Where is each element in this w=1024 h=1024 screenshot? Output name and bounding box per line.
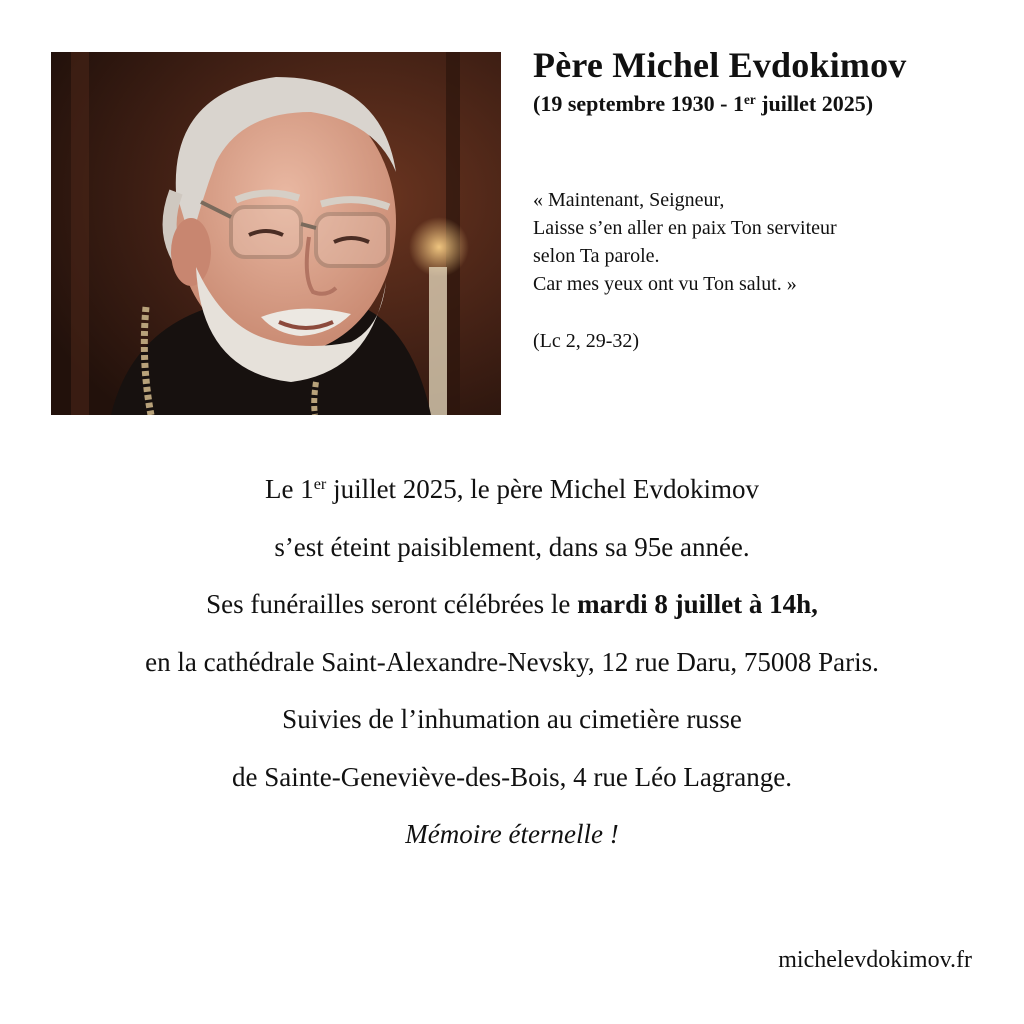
line1-superscript: er — [313, 475, 327, 494]
quote-line: Car mes yeux ont vu Ton salut. » — [533, 273, 797, 295]
announcement-line-2: s’est éteint paisiblement, dans sa 95e année. — [274, 531, 750, 562]
quote-line: « Maintenant, Seigneur, — [533, 189, 725, 211]
announcement-line-4: en la cathédrale Saint-Alexandre-Nevsky, 12 rue Daru, 75008 Paris. — [145, 646, 879, 677]
line3-start: Ses funérailles seront célébrées le — [206, 589, 578, 619]
line1-end: juillet 2025, le père Michel Evdokimov — [326, 474, 759, 504]
dates-superscript: er — [744, 91, 756, 107]
announcement-line-1 — [0, 466, 1024, 524]
announcement-line-3 — [0, 581, 1024, 639]
scripture-quote — [533, 186, 973, 298]
website-link[interactable]: michelevdokimov.fr — [778, 947, 972, 973]
quote-line: selon Ta parole. — [533, 245, 660, 267]
closing-phrase: Mémoire éternelle ! — [405, 819, 619, 849]
life-dates — [533, 91, 873, 117]
dates-start: (19 septembre 1930 - 1 — [533, 91, 744, 116]
announcement-line-5: Suivies de l’inhumation au cimetière russe — [282, 704, 742, 734]
announcement-line-7 — [0, 811, 1024, 869]
quote-line: Laisse s’en aller en paix Ton serviteur — [533, 217, 837, 239]
portrait-photo — [51, 52, 501, 415]
funeral-date: mardi 8 juillet à 14h, — [577, 589, 818, 619]
portrait-illustration — [51, 52, 501, 415]
announcement-text — [0, 466, 1024, 869]
deceased-name: Père Michel Evdokimov — [533, 45, 907, 85]
line1-start: Le 1 — [265, 474, 314, 504]
quote-reference: (Lc 2, 29-32) — [533, 330, 640, 352]
announcement-line-6: de Sainte-Geneviève-des-Bois, 4 rue Léo Lagrange. — [231, 761, 793, 792]
dates-end: juillet 2025) — [755, 91, 874, 116]
